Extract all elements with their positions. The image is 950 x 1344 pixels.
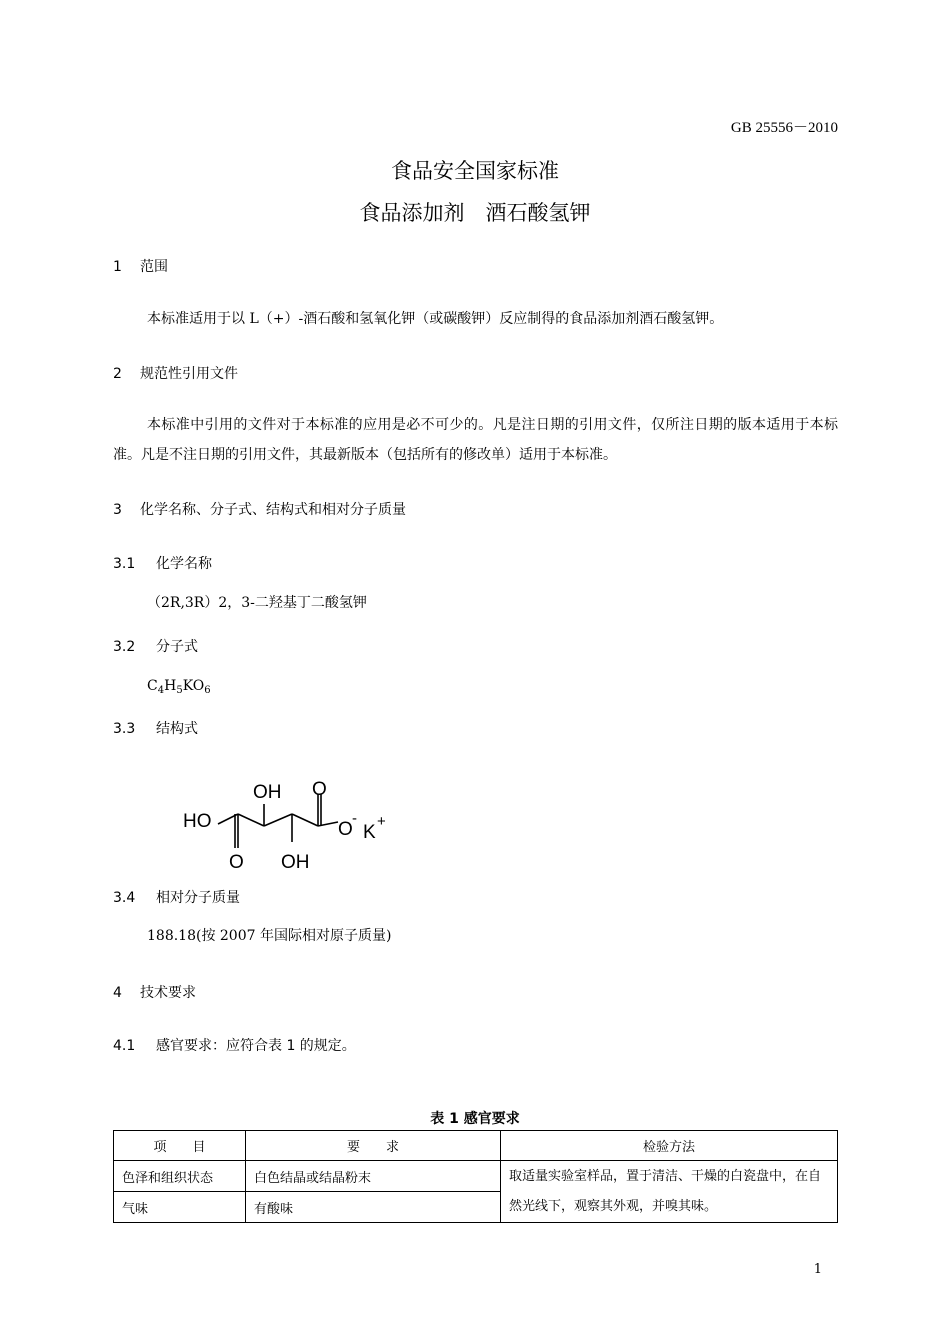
section-title: 感官要求：应符合表 1 的规定。 xyxy=(156,1038,356,1054)
relative-molecular-mass: 188.18(按 2007 年国际相对原子质量) xyxy=(147,928,392,944)
header-item: 项 目 xyxy=(114,1131,246,1161)
section-title: 分子式 xyxy=(156,639,198,655)
plus-sign: + xyxy=(377,813,386,830)
ho-label: HO xyxy=(183,811,212,832)
section-4-heading xyxy=(113,982,196,1002)
cell-requirement: 有酸味 xyxy=(246,1192,501,1223)
section-title: 化学名称 xyxy=(156,556,212,572)
section-1-text: 本标准适用于以 L（+）-酒石酸和氢氧化钾（或碳酸钾）反应制得的食品添加剂酒石酸氢钾。 xyxy=(147,311,724,327)
section-2-heading xyxy=(113,363,238,383)
header-method: 检验方法 xyxy=(501,1131,838,1161)
section-number: 2 xyxy=(113,366,122,382)
section-number: 3.4 xyxy=(113,890,136,906)
doc-title-line2: 食品添加剂 酒石酸氢钾 xyxy=(359,201,591,225)
o-bottom-label: O xyxy=(229,852,244,873)
section-title: 相对分子质量 xyxy=(156,890,240,906)
section-3-3-heading xyxy=(113,718,198,738)
section-number: 3 xyxy=(113,502,122,518)
k-label: K xyxy=(363,822,376,843)
sensory-requirements-table xyxy=(113,1130,838,1223)
oh-bottom-label: OH xyxy=(281,852,310,873)
molecular-formula: $C_4H_5KO_6$ xyxy=(147,678,211,696)
cell-item: 色泽和组织状态 xyxy=(114,1161,246,1192)
o-minus-label: O xyxy=(338,819,353,840)
section-number: 3.1 xyxy=(113,556,136,572)
section-number: 4.1 xyxy=(113,1038,136,1054)
section-1-heading xyxy=(113,256,168,276)
section-number: 4 xyxy=(113,985,122,1001)
section-number: 3.3 xyxy=(113,721,136,737)
section-number: 3.2 xyxy=(113,639,136,655)
table-header-row xyxy=(114,1131,838,1161)
section-title: 范围 xyxy=(140,259,168,275)
cell-item: 气味 xyxy=(114,1192,246,1223)
oh-top-label: OH xyxy=(253,782,282,803)
section-3-4-heading xyxy=(113,887,240,907)
page-number: 1 xyxy=(813,1262,822,1277)
table-caption: 表 1 感官要求 xyxy=(430,1111,520,1127)
section-title: 技术要求 xyxy=(140,985,196,1001)
header-requirement: 要 求 xyxy=(246,1131,501,1161)
section-number: 1 xyxy=(113,259,122,275)
o-top-label: O xyxy=(312,779,327,800)
section-3-2-heading xyxy=(113,636,198,656)
doc-title-line1: 食品安全国家标准 xyxy=(391,159,559,183)
section-title: 结构式 xyxy=(156,721,198,737)
cell-requirement: 白色结晶或结晶粉末 xyxy=(246,1161,501,1192)
standard-number: GB 25556－2010 xyxy=(730,120,838,136)
section-title: 规范性引用文件 xyxy=(140,366,238,382)
section-3-heading xyxy=(113,499,406,519)
section-title: 化学名称、分子式、结构式和相对分子质量 xyxy=(140,502,406,518)
structural-formula xyxy=(180,776,400,876)
section-3-1-heading xyxy=(113,553,212,573)
table-row xyxy=(114,1161,838,1192)
minus-sign: - xyxy=(352,810,357,827)
section-2-text: 本标准中引用的文件对于本标准的应用是必不可少的。凡是注日期的引用文件，仅所注日期的版本适用于本标准。凡是不注日期的引用文件，其最新版本（包括所有的修改单）适用于本标准。 xyxy=(113,417,838,463)
chemical-name: （2R,3R）2，3-二羟基丁二酸氢钾 xyxy=(147,595,367,611)
section-4-1-heading xyxy=(113,1035,356,1055)
cell-method: 取适量实验室样品，置于清洁、干燥的白瓷盘中，在自然光线下，观察其外观，并嗅其味。 xyxy=(501,1161,838,1223)
